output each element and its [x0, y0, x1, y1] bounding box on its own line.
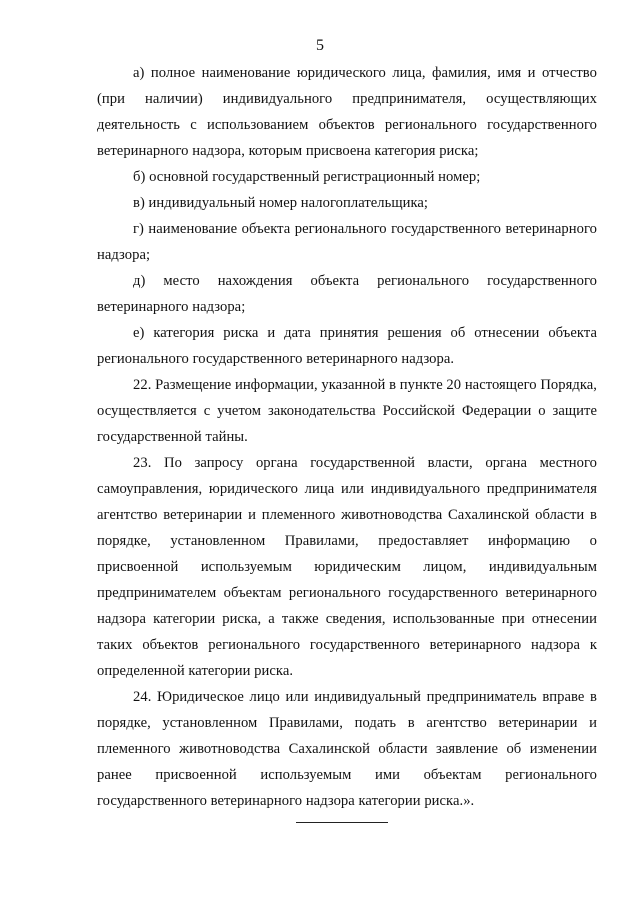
clause-23: 23. По запросу органа государственной власти, органа местного самоуправления, юридического лица или индивидуального предпринимателя агентство ветеринарии и племенного животноводства Сахалинской области в порядке, установленном Правилами, предоставляет информацию о присвоенной используемым юридическим лицом, индивидуальным предпринимателем объектам регионального государственного ветеринарного надзора категории риска, а также сведения, использованные при отнесении таких объектов регионального государственного ветеринарного надзора к определенной категории риска. — [97, 455, 597, 679]
list-item-g: г) наименование объекта регионального государственного ветеринарного надзора; — [97, 221, 597, 263]
page-number: 5 — [316, 37, 324, 54]
list-item-v: в) индивидуальный номер налогоплательщика; — [133, 195, 429, 211]
end-of-document-rule — [296, 822, 388, 823]
document-body — [97, 60, 597, 814]
list-item-e: е) категория риска и дата принятия решения об отнесении объекта регионального государственного ветеринарного надзора. — [97, 325, 597, 367]
list-item-b: б) основной государственный регистрационный номер; — [133, 169, 481, 185]
list-item-a: а) полное наименование юридического лица, фамилия, имя и отчество (при наличии) индивидуального предпринимателя, осуществляющих деятельность с использованием объектов регионального государственного ветеринарного надзора, которым присвоена категория риска; — [97, 65, 597, 159]
list-item-d: д) место нахождения объекта регионального государственного ветеринарного надзора; — [97, 273, 597, 315]
clause-22: 22. Размещение информации, указанной в пункте 20 настоящего Порядка, осуществляется с учетом законодательства Российской Федерации о защите государственной тайны. — [97, 377, 597, 445]
clause-24: 24. Юридическое лицо или индивидуальный предприниматель вправе в порядке, установленном Правилами, подать в агентство ветеринарии и племенного животноводства Сахалинской области заявление об изменении ранее присвоенной используемым ими объектам регионального государственного ветеринарного надзора категории риска.». — [97, 689, 597, 809]
